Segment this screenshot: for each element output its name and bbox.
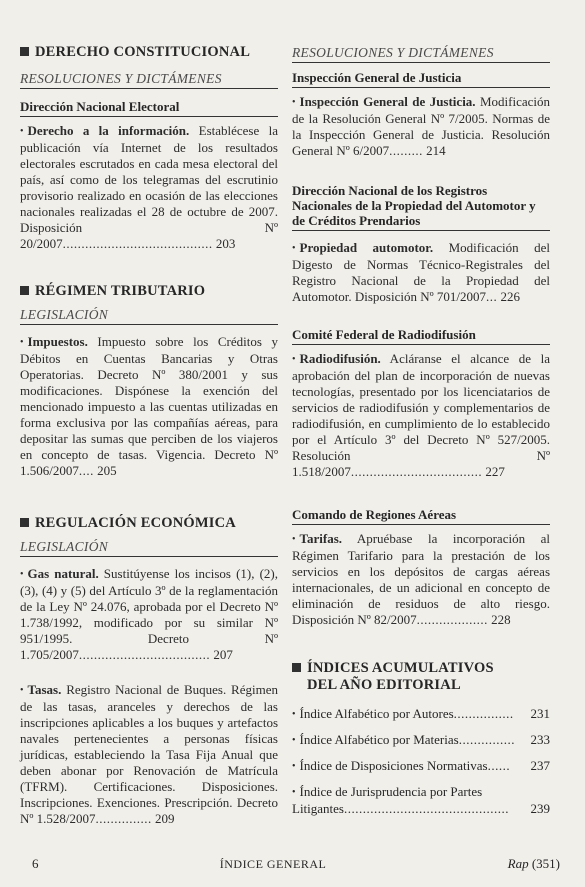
bullet-icon: • <box>292 354 296 365</box>
bullet-icon: • <box>20 569 24 580</box>
footer-journal: Rap (351) <box>507 856 560 871</box>
section-title: RÉGIMEN TRIBUTARIO <box>20 283 278 300</box>
bullet-icon: • <box>292 761 296 772</box>
section-subtitle: LEGISLACIÓN <box>20 538 278 557</box>
index-entry: • Radiodifusión. Acláranse el alcance de la aprobación del plan de incorporación de nuevas tecnologías, presentado por los licenciatarios de servicios de radiodifusión y complementarios de radiodifusión, en cumplimiento de lo establecido por el Artículo 3º del Decreto Nº 527/2005. Resolución Nº 1.518/2007................................... 227 <box>292 351 550 479</box>
square-bullet-icon <box>20 518 29 527</box>
page-number: 227 <box>485 464 505 479</box>
list-item: • Índice de Jurisprudencia por Partes Litigantes............................................ 239 <box>292 784 550 816</box>
page-number: 214 <box>426 143 446 158</box>
bullet-icon: • <box>292 243 296 254</box>
list-item: • Índice de Disposiciones Normativas...... 237 <box>292 758 550 773</box>
bullet-icon: • <box>292 787 296 798</box>
section-regimen-tributario <box>20 283 278 479</box>
index-entry: • Propiedad automotor. Modificación del Digesto de Normas Técnico-Registrales del Registro Nacional de la Propiedad del Automotor. Disposición Nº 701/2007... 226 <box>292 240 551 304</box>
page-number: 205 <box>97 463 117 478</box>
section-subtitle: RESOLUCIONES Y DICTÁMENES <box>292 44 550 63</box>
section-title: DERECHO CONSTITUCIONAL <box>20 44 278 61</box>
right-column <box>292 44 550 826</box>
bullet-icon: • <box>292 709 296 720</box>
bullet-icon: • <box>292 97 296 108</box>
organism-block <box>292 327 550 480</box>
organism-heading: Dirección Nacional de los Registros Nacionales de la Propiedad del Automotor y de Créditos Prendarios <box>292 183 550 231</box>
page-number: 207 <box>213 647 233 662</box>
bullet-icon: • <box>20 126 24 137</box>
index-entry: • Impuestos. Impuesto sobre los Créditos y Débitos en Cuentas Bancarias y Otras Operatorias. Decreto Nº 380/2001 y sus modificaciones. Dispónese la exención del mencionado impuesto a las cuentas utilizadas en forma exclusiva por las compañías aéreas, para depositar las sumas que perciben de los viajeros en concepto de tasas. Vigencia. Decreto Nº 1.506/2007.... 205 <box>20 334 278 478</box>
list-item: • Índice Alfabético por Autores................ 231 <box>292 706 550 721</box>
footer-page-number: 6 <box>32 856 39 871</box>
page-number: 228 <box>491 612 511 627</box>
bullet-icon: • <box>20 337 24 348</box>
page-number: 237 <box>530 758 550 773</box>
section-derecho-constitucional <box>20 44 278 252</box>
organism-heading: Dirección Nacional Electoral <box>20 99 278 117</box>
square-bullet-icon <box>292 663 301 672</box>
section-subtitle: LEGISLACIÓN <box>20 306 278 325</box>
index-entry: • Inspección General de Justicia. Modificación de la Resolución General Nº 7/2005. Normas de la Inspección General de Justicia. Resolución General Nº 6/2007......... 214 <box>292 94 550 158</box>
index-entry: • Derecho a la información. Establécese la publicación vía Internet de los resultados electorales escrutados en cada mesa electoral del país, así como de los telegramas del escrutinio provisorio realizado en ocasión de las elecciones nacionales realizadas el 28 de octubre de 2007. Disposición Nº 20/2007........................................ 203 <box>20 123 278 251</box>
section-regulacion-economica <box>20 515 278 827</box>
organism-heading: Inspección General de Justicia <box>292 70 550 88</box>
organism-block <box>292 183 550 305</box>
organism-block <box>292 70 550 159</box>
index-entry: • Tasas. Registro Nacional de Buques. Régimen de las tasas, aranceles y derechos de las inscripciones aplicables a los buques y artefactos navales pertenecientes a personas físicas jurídicas, estableciendo la Tasa Fija Anual que deben abonar por Renovación de Matrícula (TFRM). Certificaciones. Disposiciones. Inscripciones. Exenciones. Prescripción. Decreto Nº 1.528/2007............... 209 <box>20 682 278 826</box>
organism-heading: Comité Federal de Radiodifusión <box>292 327 550 345</box>
index-entry: • Gas natural. Sustitúyense los incisos (1), (2), (3), (4) y (5) del Artículo 3º de la reglamentación de la Ley Nº 24.076, aprobada por el Decreto Nº 1.738/1992, modificado por su similar Nº 951/1995. Decreto Nº 1.705/2007................................... 207 <box>20 566 278 662</box>
square-bullet-icon <box>20 286 29 295</box>
page-number: 203 <box>215 236 236 251</box>
page-footer <box>32 856 560 872</box>
list-item: • Índice Alfabético por Materias............... 233 <box>292 732 550 747</box>
bullet-icon: • <box>292 534 296 545</box>
section-title: ÍNDICES ACUMULATIVOS DEL AÑO EDITORIAL <box>292 660 550 694</box>
index-entry: • Tarifas. Apruébase la incorporación al Régimen Tarifario para la prestación de los servicios en los depósitos de cargas aéreas internacionales, de un adicional en concepto de eliminación de residuos de alto riesgo. Disposición Nº 82/2007................... 228 <box>292 531 550 627</box>
page-number: 239 <box>530 801 550 816</box>
square-bullet-icon <box>20 47 29 56</box>
index-list <box>292 706 550 817</box>
organism-heading: Comando de Regiones Aéreas <box>292 507 550 525</box>
page-number: 233 <box>530 732 550 747</box>
left-column <box>20 44 278 827</box>
section-indices <box>292 660 550 817</box>
page-number: 209 <box>155 811 175 826</box>
footer-title: ÍNDICE GENERAL <box>219 857 327 871</box>
page-number: 226 <box>500 289 520 304</box>
bullet-icon: • <box>292 735 296 746</box>
section-subtitle: RESOLUCIONES Y DICTÁMENES <box>20 70 278 89</box>
page-number: 231 <box>530 706 550 721</box>
organism-block <box>292 507 550 628</box>
bullet-icon: • <box>20 685 24 696</box>
section-title: REGULACIÓN ECONÓMICA <box>20 515 278 532</box>
